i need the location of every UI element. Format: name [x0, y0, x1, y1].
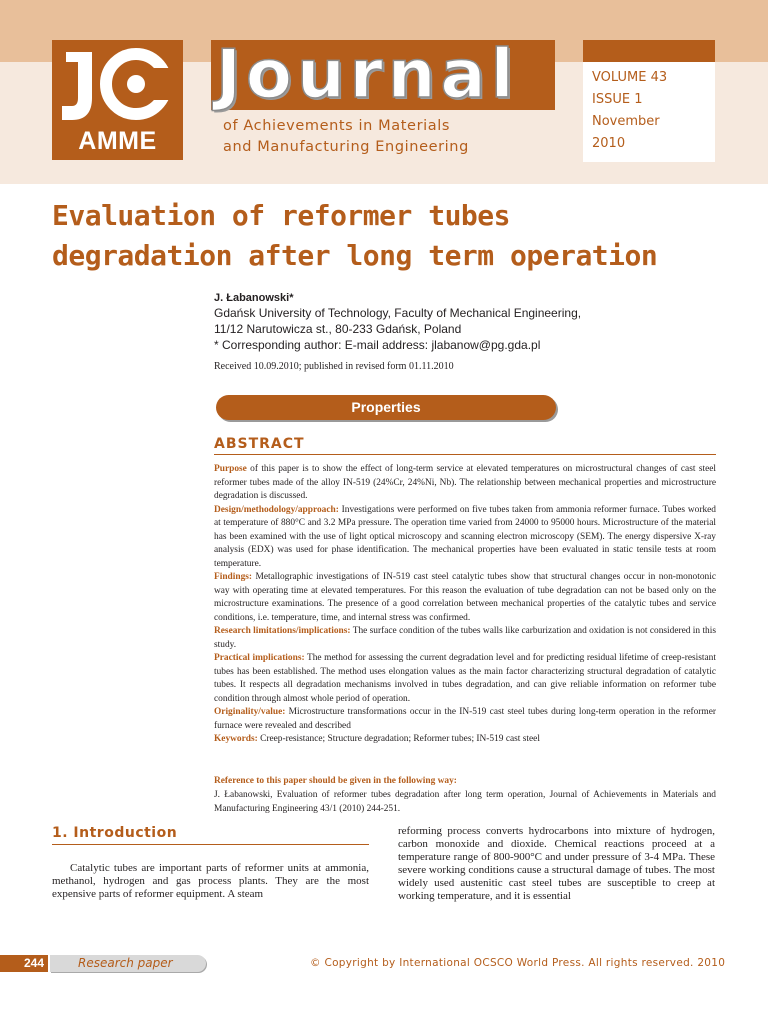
reference-text: J. Łabanowski, Evaluation of reformer tubes degradation after long term operation, Journal of Achievements in Materials and Manufacturing Engineering 43/1 (2010) 244-251.: [214, 790, 716, 814]
introduction-rule: [52, 844, 369, 845]
originality-label: Originality/value:: [214, 707, 286, 717]
journal-subtitle: [223, 116, 469, 158]
abstract-design: [214, 504, 716, 572]
purpose-label: Purpose: [214, 464, 247, 474]
article-title-line1: Evaluation of reformer tubes: [52, 199, 511, 232]
logo-text: AMME: [78, 127, 157, 155]
originality-text: Microstructure transformations occur in the IN-519 cast steel tubes during long-term operation in the reformer furnace were revealed and described: [214, 707, 716, 731]
issue: ISSUE 1: [592, 92, 643, 107]
journal-title: Journal: [216, 35, 519, 113]
copyright: © Copyright by International OCSCO World Press. All rights reserved. 2010: [310, 957, 726, 969]
abstract-practical: [214, 652, 716, 706]
reference-heading: Reference to this paper should be given in the following way:: [214, 776, 457, 786]
introduction-left-column: Catalytic tubes are important parts of reformer units at ammonia, methanol, hydrogen and gas process plants. They are the most expensive parts of reformer equipment. A steam: [52, 862, 369, 900]
volume-box-bar: [583, 40, 715, 62]
month: November: [592, 114, 660, 129]
page-number: 244: [0, 955, 48, 972]
abstract-purpose: [214, 463, 716, 504]
practical-text: The method for assessing the current degradation level and for predicting residual lifetime of creep-resistant tubes has been established. The method uses elongation values as the main factor characterizing structural degradation of catalytic tubes. It respects all degradation mechanisms involved in tubes degradation, and can give reliable information on reformer tube condition through almost whole period of operation.: [214, 653, 716, 704]
introduction-right-column: reforming process converts hydrocarbons into mixture of hydrogen, carbon monoxide and dioxide. Chemical reactions proceed at a temperature range of 800-900°C and under pressure of 3-4 MPa. These severe working conditions cause a structural damage of tubes. The most widely used austenitic cast steel tubes are susceptible to creep at working temperature, and it is essential: [398, 825, 715, 902]
article-title: [52, 196, 732, 276]
section-tag: Research paper: [50, 955, 206, 972]
journal-logo: [52, 40, 183, 160]
properties-button[interactable]: Properties: [216, 395, 556, 420]
keywords-text: Creep-resistance; Structure degradation; Reformer tubes; IN-519 cast steel: [257, 734, 540, 744]
abstract-findings: [214, 571, 716, 625]
findings-label: Findings:: [214, 572, 253, 582]
limitations-text: The surface condition of the tubes walls like carburization and oxidation is not considered in this study.: [214, 626, 716, 650]
keywords-label: Keywords:: [214, 734, 258, 744]
limitations-label: Research limitations/implications:: [214, 626, 351, 636]
journal-subtitle-line2: and Manufacturing Engineering: [223, 139, 469, 155]
abstract-rule: [214, 454, 716, 455]
purpose-text: of this paper is to show the effect of long-term service at elevated temperatures on microstructural changes of cast steel reformer tubes made of the alloy IN-519 (24%Cr, 24%Ni, Nb). The relationship between mechanical properties and microstructure degradation is discussed.: [214, 464, 716, 501]
journal-subtitle-line1: of Achievements in Materials: [223, 118, 451, 134]
practical-label: Practical implications:: [214, 653, 305, 663]
design-label: Design/methodology/approach:: [214, 504, 339, 515]
abstract-limitations: [214, 625, 716, 652]
abstract-heading: ABSTRACT: [214, 436, 305, 452]
corresponding-author: * Corresponding author: E-mail address: jlabanow@pg.gda.pl: [214, 338, 541, 352]
abstract-keywords: [214, 733, 716, 747]
affiliation-line2: 11/12 Narutowicza st., 80-233 Gdańsk, Poland: [214, 322, 462, 336]
findings-text: Metallographic investigations of IN-519 cast steel catalytic tubes show that structural changes occur in non-monotonic way with operating time at elevated temperatures. For this reason the evaluation of tube degradation can not be based only on the microstructure examinations. The presence of a good correlation between mechanical properties of the catalytic tubes and service conditions, i.e. temperature, time, and internal stress was confirmed.: [214, 572, 716, 623]
affiliation-line1: Gdańsk University of Technology, Faculty of Mechanical Engineering,: [214, 306, 582, 320]
volume: VOLUME 43: [592, 70, 668, 85]
design-text: Investigations were performed on five tubes taken from ammonia reformer furnace. Tubes worked at temperature of 880°C and 3.2 MPa pressure. The operation time varied from 24000 to 95000 hours. Microstructure of the material has been examined with the use of light optical microscopy and scanning electron microscopy (SEM). The energy dispersive X-ray analysis (EDX) was used for phase identification. The mechanical properties have been evaluated in static tensile tests at room temperature.: [214, 504, 716, 569]
abstract-body: [214, 463, 716, 747]
introduction-heading: 1. Introduction: [52, 825, 178, 841]
abstract-originality: [214, 706, 716, 733]
volume-box: [583, 40, 715, 162]
author: J. Łabanowski*: [214, 292, 294, 304]
article-title-line2: degradation after long term operation: [52, 239, 658, 272]
year: 2010: [592, 136, 626, 151]
received-date: Received 10.09.2010; published in revised form 01.11.2010: [214, 361, 454, 372]
